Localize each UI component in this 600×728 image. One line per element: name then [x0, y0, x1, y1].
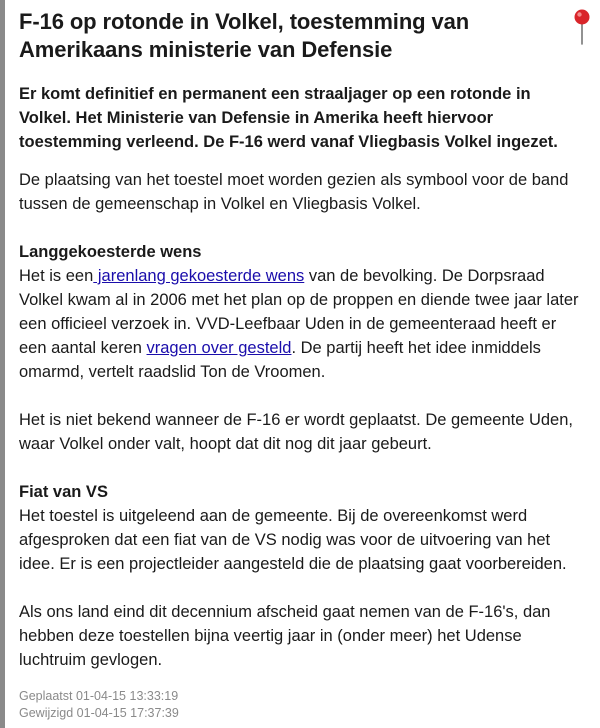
- article-paragraph-intro: De plaatsing van het toestel moet worden gezien als symbool voor de band tussen de gemeenschap in Volkel en Vliegbasis Volkel.: [19, 171, 569, 213]
- edited-timestamp: Gewijzigd 01-04-15 17:37:39: [19, 706, 179, 720]
- article-paragraph-wens: [19, 264, 584, 384]
- article-paragraph-fiat: Het toestel is uitgeleend aan de gemeente. Bij de overeenkomst werd afgesproken dat een fiat van de VS nodig was voor de uitvoering van het idee. Er is een projectleider aangesteld die de plaatsing gaat voorbereiden.: [19, 507, 567, 573]
- article-paragraph-plaatsing: Het is niet bekend wanneer de F-16 er wordt geplaatst. De gemeente Uden, waar Volkel onder valt, hoopt dat dit nog dit jaar gebeurt.: [19, 411, 573, 453]
- paragraph-text: . De partij heeft het idee inmiddels omarmd, vertelt raadslid Ton de Vroomen.: [19, 339, 541, 381]
- article-paragraph-decennium: Als ons land eind dit decennium afscheid gaat nemen van de F-16's, dan hebben deze toestellen bijna veertig jaar in (onder meer) het Udense luchtruim gevlogen.: [19, 603, 551, 669]
- paragraph-text: Het is een: [19, 267, 94, 285]
- posted-timestamp: Geplaatst 01-04-15 13:33:19: [19, 689, 179, 703]
- article-title: F-16 op rotonde in Volkel, toestemming van Amerikaans ministerie van Defensie: [19, 9, 470, 62]
- left-border-bar: [0, 0, 5, 728]
- article-meta: [19, 688, 179, 722]
- paragraph-text: van de bevolking. De Dorpsraad Volkel kwam al in 2006 met het plan op de proppen en diende twee jaar later een officieel verzoek in. VVD-Leefbaar Uden in de gemeenteraad heeft er een aantal keren: [19, 267, 579, 357]
- link-jarenlang-gekoesterde-wens[interactable]: jarenlang gekoesterde wens: [93, 267, 305, 285]
- section-heading-fiat-van-vs: Fiat van VS: [19, 483, 108, 501]
- article: [19, 8, 584, 696]
- link-vragen-over-gesteld[interactable]: vragen over gesteld: [146, 339, 292, 357]
- article-lead: Er komt definitief en permanent een straaljager op een rotonde in Volkel. Het Ministerie van Defensie in Amerika heeft hiervoor toestemming verleend. De F-16 werd vanaf Vliegbasis Volkel ingezet.: [19, 85, 558, 151]
- section-heading-langgekoesterde-wens: Langgekoesterde wens: [19, 243, 202, 261]
